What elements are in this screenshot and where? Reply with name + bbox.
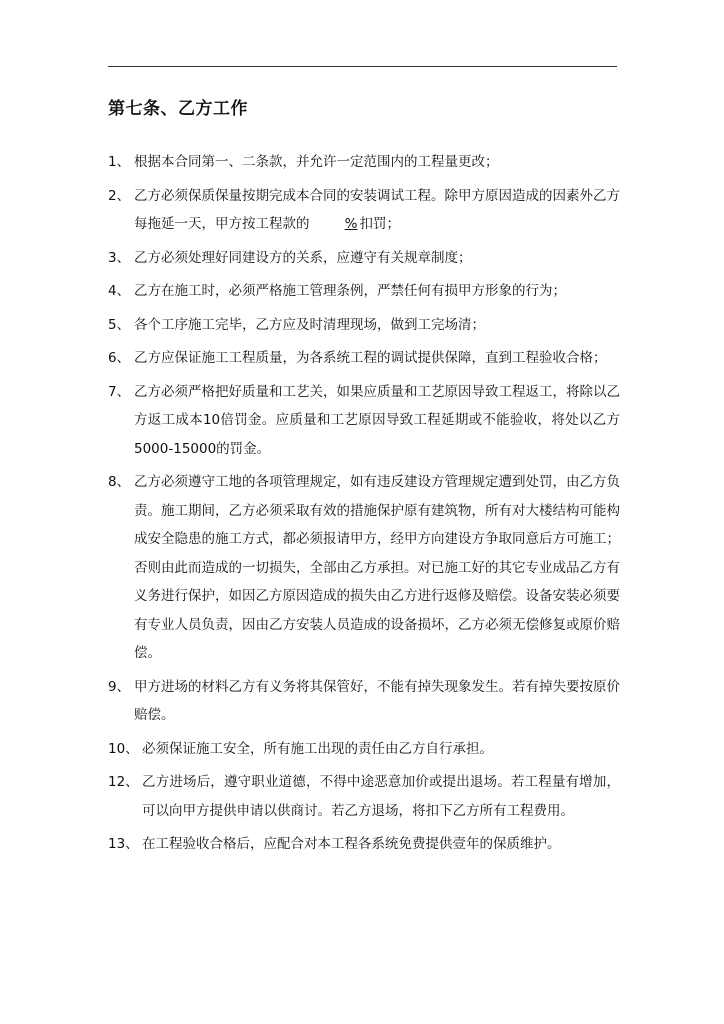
clause-1 [108, 148, 620, 177]
clause-number: 13、 [108, 836, 139, 852]
clause-text: 乙方必须遵守工地的各项管理规定，如有违反建设方管理规定遭到处罚，由乙方负责。施工期间，乙方必须采取有效的措施保护原有建筑物，所有对大楼结构可能构成安全隐患的施工方式，都必须报请甲方，经甲方向建设方争取同意后方可施工；否则由此而造成的一切损失，全部由乙方承担。对已施工好的其它专业成品乙方有义务进行保护，如因乙方原因造成的损失由乙方进行返修及赔偿。设备安装必须要有专业人员负责，因由乙方安装人员造成的设备损坏，乙方必须无偿修复或原价赔偿。 [134, 474, 620, 661]
clause-text: 甲方进场的材料乙方有义务将其保管好，不能有掉失现象发生。若有掉失要按原价赔偿。 [134, 678, 620, 723]
clause-number: 2、 [108, 187, 131, 204]
section-title: 第七条、乙方工作 [108, 99, 248, 119]
clause-number: 7、 [108, 383, 131, 400]
penalty-percent-blank: % [344, 216, 358, 232]
clause-number: 8、 [108, 474, 131, 490]
clause-text: 乙方必须严格把好质量和工艺关，如果应质量和工艺原因导致工程返工，将除以乙方返工成本10倍罚金。应质量和工艺原因导致工程延期或不能验收，将处以乙方5000-15000的罚金。 [134, 383, 620, 457]
clause-number: 5、 [108, 316, 131, 333]
clause-list [108, 148, 620, 864]
clause-6 [108, 344, 620, 373]
clause-number: 6、 [108, 350, 131, 366]
clause-number: 9、 [108, 678, 131, 695]
clause-number: 10、 [108, 740, 139, 757]
clause-8 [108, 468, 620, 668]
header-rule [108, 66, 617, 67]
clause-5 [108, 311, 620, 340]
clause-2 [108, 182, 620, 239]
clause-number: 12、 [108, 774, 139, 790]
clause-text: 乙方应保证施工工程质量，为各系统工程的调试提供保障，直到工程验收合格； [134, 350, 607, 366]
clause-9 [108, 673, 620, 730]
clause-text-after: 扣罚； [359, 216, 400, 232]
clause-number: 1、 [108, 154, 131, 170]
clause-text: 乙方必须处理好同建设方的关系，应遵守有关规章制度； [134, 249, 472, 266]
clause-text: 乙方进场后，遵守职业道德，不得中途恶意加价或提出退场。若工程量有增加，可以向甲方提供申请以供商讨。若乙方退场，将扣下乙方所有工程费用。 [142, 774, 620, 819]
clause-4 [108, 277, 620, 306]
clause-text: 根据本合同第一、二条款，并允许一定范围内的工程量更改； [134, 154, 499, 170]
clause-text-before: 乙方必须保质保量按期完成本合同的安装调试工程。除甲方原因造成的因素外乙方每拖延一天，甲方按工程款的 [134, 187, 620, 232]
clause-12 [108, 768, 620, 825]
clause-number: 4、 [108, 283, 131, 299]
clause-10 [108, 735, 620, 764]
clause-13 [108, 830, 620, 859]
clause-number: 3、 [108, 249, 131, 266]
clause-7 [108, 378, 620, 464]
clause-text: 在工程验收合格后，应配合对本工程各系统免费提供壹年的保质维护。 [142, 836, 561, 852]
clause-text: 乙方在施工时，必须严格施工管理条例，严禁任何有损甲方形象的行为； [134, 283, 566, 299]
clause-text: 必须保证施工安全，所有施工出现的责任由乙方自行承担。 [142, 740, 493, 757]
clause-text: 各个工序施工完毕，乙方应及时清理现场，做到工完场清； [134, 316, 485, 333]
clause-3 [108, 244, 620, 273]
